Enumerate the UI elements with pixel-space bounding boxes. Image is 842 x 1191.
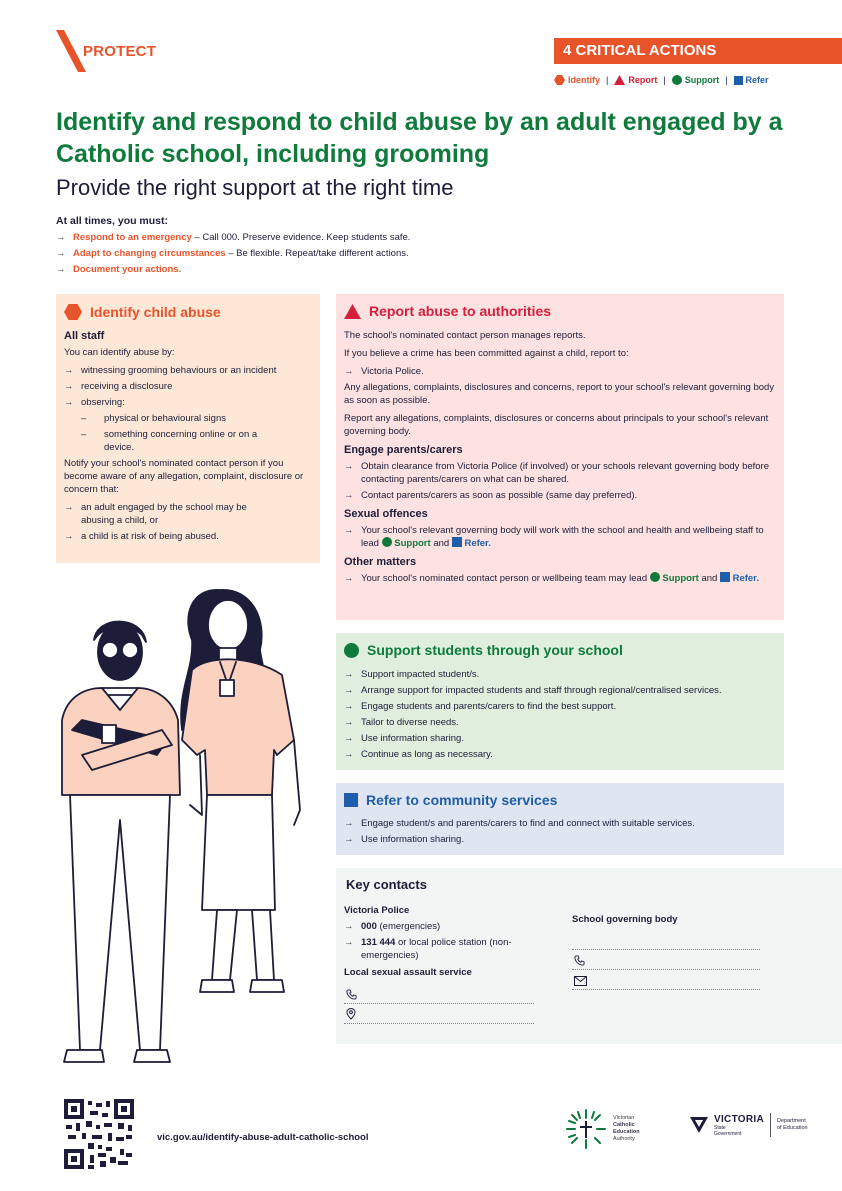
key-contacts-right xyxy=(572,914,760,990)
governing-body-email-field[interactable] xyxy=(572,970,760,990)
list-item xyxy=(56,246,476,262)
identify-title: Identify child abuse xyxy=(90,303,221,320)
sub-list-item xyxy=(81,412,312,425)
cecv-line: Victorian xyxy=(613,1115,635,1121)
square-icon xyxy=(452,537,462,547)
list-item xyxy=(64,501,312,527)
cecv-line: Education xyxy=(613,1129,640,1135)
list-item xyxy=(56,230,476,246)
list-item-text: something concerning online or on a device. xyxy=(104,429,258,453)
list-item-text: witnessing grooming behaviours or an incident xyxy=(81,365,277,376)
report-p4: Report any allegations, complaints, disclosures or concerns about principals to your school's relevant governing body. xyxy=(344,413,769,437)
protect-slash-icon xyxy=(56,30,86,72)
sexual-offences-heading: Sexual offences xyxy=(344,508,428,520)
arrow-icon: → xyxy=(344,749,354,760)
list-item xyxy=(344,748,776,761)
list-item-text xyxy=(361,920,440,933)
cecv-text xyxy=(613,1115,640,1143)
list-item-text: Tailor to diverse needs. xyxy=(361,717,459,728)
action-identify: Identify xyxy=(568,75,601,85)
list-item-text: Continue as long as necessary. xyxy=(361,749,493,760)
governing-body-heading: School governing body xyxy=(572,914,678,925)
arrow-icon: → xyxy=(64,502,74,513)
hexagon-icon xyxy=(554,75,565,85)
list-item xyxy=(64,396,312,409)
arrow-icon: → xyxy=(344,818,354,829)
list-item xyxy=(344,524,776,550)
support-title: Support students through your school xyxy=(367,642,623,658)
separator: | xyxy=(725,75,728,85)
cecv-cross-icon xyxy=(565,1108,607,1150)
arrow-icon: → xyxy=(64,365,74,376)
governing-body-name-field[interactable] xyxy=(572,930,760,950)
separator: | xyxy=(606,75,609,85)
report-title: Report abuse to authorities xyxy=(369,303,552,319)
sexual-assault-phone-field[interactable] xyxy=(344,984,534,1004)
arrow-icon: → xyxy=(56,264,66,275)
list-item-text: physical or behavioural signs xyxy=(104,413,226,424)
list-item xyxy=(344,684,776,697)
arrow-icon: → xyxy=(64,397,74,408)
list-item-text xyxy=(361,524,776,550)
refer-link-text: Refer. xyxy=(732,573,759,584)
list-item-highlight: Adapt to changing circumstances xyxy=(73,248,226,259)
list-item xyxy=(344,700,776,713)
list-item xyxy=(344,489,776,502)
logo-divider xyxy=(770,1113,771,1137)
phone-note: or local police station (non-emergencies) xyxy=(361,937,512,961)
list-item-text: Contact parents/carers as soon as possible (same day preferred). xyxy=(361,490,638,501)
hexagon-icon xyxy=(64,304,82,320)
cecv-line: Authority xyxy=(613,1136,635,1142)
dash-icon: – xyxy=(81,429,87,440)
identify-notify: Notify your school's nominated contact person if you become aware of any allegation, complaint, disclosure or concern that: xyxy=(64,458,304,495)
vic-sub-line: State xyxy=(714,1124,726,1131)
footer-url-link[interactable]: vic.gov.au/identify-abuse-adult-catholic-school xyxy=(157,1132,369,1143)
circle-icon xyxy=(382,537,392,547)
cecv-logo xyxy=(565,1108,640,1150)
list-item-text: Engage student/s and parents/carers to find and connect with suitable services. xyxy=(361,818,695,829)
list-item-text: Victoria Police. xyxy=(361,366,424,377)
support-link-text: Support xyxy=(662,573,699,584)
square-icon xyxy=(344,793,358,807)
list-item xyxy=(344,716,776,729)
triangle-icon xyxy=(614,75,625,85)
arrow-icon: → xyxy=(344,461,354,472)
list-item-text xyxy=(361,572,759,585)
list-item xyxy=(344,365,776,378)
list-item xyxy=(56,262,476,278)
arrow-icon: → xyxy=(344,669,354,680)
at-all-times-section xyxy=(56,213,476,278)
list-item-text: Engage students and parents/carers to find the best support. xyxy=(361,701,617,712)
sub-list-item xyxy=(81,428,312,454)
list-item xyxy=(344,817,776,830)
report-p1: The school's nominated contact person manages reports. xyxy=(344,330,586,341)
square-icon xyxy=(720,572,730,582)
list-item xyxy=(64,380,312,393)
separator: | xyxy=(663,75,666,85)
refer-heading xyxy=(344,793,776,807)
dept-line: Department xyxy=(777,1118,806,1124)
dash-icon: – xyxy=(81,413,87,424)
protect-label: PROTECT xyxy=(83,43,157,60)
key-contacts-panel xyxy=(336,868,842,1044)
key-contacts-title: Key contacts xyxy=(346,877,427,892)
other-matters-text: Your school's nominated contact person or wellbeing team may lead xyxy=(361,573,648,584)
other-matters-heading: Other matters xyxy=(344,556,417,568)
refer-link-text: Refer. xyxy=(464,538,491,549)
list-item xyxy=(344,460,776,486)
report-panel xyxy=(336,294,784,620)
parents-heading: Engage parents/carers xyxy=(344,444,463,456)
list-item-text: a child is at risk of being abused. xyxy=(81,531,219,542)
arrow-icon: → xyxy=(344,573,354,584)
circle-icon xyxy=(672,75,682,85)
arrow-icon: → xyxy=(56,248,66,259)
arrow-icon: → xyxy=(344,733,354,744)
support-panel xyxy=(336,633,784,770)
dept-line: of Education xyxy=(777,1125,808,1131)
list-item xyxy=(64,530,312,543)
arrow-icon: → xyxy=(56,232,66,243)
triangle-icon xyxy=(344,304,361,319)
list-item-highlight: Document your actions. xyxy=(73,264,182,275)
identify-intro: You can identify abuse by: xyxy=(64,347,175,358)
support-link-text: Support xyxy=(394,538,431,549)
square-icon xyxy=(734,76,743,85)
vic-gov-logo xyxy=(690,1113,808,1137)
circle-icon xyxy=(650,572,660,582)
list-item xyxy=(344,936,534,962)
list-item-text: an adult engaged by the school may be abusing a child, or xyxy=(81,502,247,526)
list-item xyxy=(344,920,534,933)
cecv-line: Catholic xyxy=(613,1122,635,1128)
list-item-text: Use information sharing. xyxy=(361,733,464,744)
arrow-icon: → xyxy=(344,834,354,845)
list-item-text: – Be flexible. Repeat/take different actions. xyxy=(225,248,409,259)
vic-word: VICTORIA xyxy=(714,1113,764,1125)
list-item-text: receiving a disclosure xyxy=(81,381,173,392)
arrow-icon: → xyxy=(344,366,354,377)
victoria-police-heading: Victoria Police xyxy=(344,905,410,916)
action-report: Report xyxy=(628,75,658,85)
sexual-assault-service-heading: Local sexual assault service xyxy=(344,967,472,978)
location-icon xyxy=(346,1008,356,1020)
qr-code xyxy=(64,1099,134,1169)
list-item xyxy=(344,732,776,745)
list-item-text: Support impacted student/s. xyxy=(361,669,480,680)
and-text: and xyxy=(701,573,718,584)
arrow-icon: → xyxy=(344,717,354,728)
arrow-icon: → xyxy=(344,921,354,932)
list-item xyxy=(344,572,776,585)
page-title: Identify and respond to child abuse by an adult engaged by a Catholic school, including grooming xyxy=(56,108,783,168)
sexual-assault-location-field[interactable] xyxy=(344,1004,534,1024)
phone-icon xyxy=(346,989,357,1000)
arrow-icon: → xyxy=(344,490,354,501)
list-item xyxy=(64,364,312,377)
list-item-text: – Call 000. Preserve evidence. Keep students safe. xyxy=(191,232,411,243)
identify-subheading: All staff xyxy=(64,330,105,342)
circle-icon xyxy=(344,643,359,658)
list-item xyxy=(344,833,776,846)
report-heading xyxy=(344,304,776,319)
critical-actions-banner: 4 CRITICAL ACTIONS xyxy=(554,38,842,64)
action-support: Support xyxy=(684,75,720,85)
page-subtitle: Provide the right support at the right time xyxy=(56,175,454,200)
support-heading xyxy=(344,643,776,658)
refer-title: Refer to community services xyxy=(366,791,558,808)
vic-sub-line: Government xyxy=(714,1130,742,1137)
email-icon xyxy=(574,976,587,986)
list-item-text: observing: xyxy=(81,397,125,408)
report-p2: If you believe a crime has been committed against a child, report to: xyxy=(344,348,629,359)
vic-triangle-icon xyxy=(690,1117,708,1133)
arrow-icon: → xyxy=(344,525,354,536)
phone-number: 131 444 xyxy=(361,937,396,948)
staff-illustration xyxy=(42,580,312,1070)
report-p3: Any allegations, complaints, disclosures and concerns, report to your school's relevant governing body as soon as possible. xyxy=(344,382,775,406)
key-contacts-left xyxy=(344,904,534,1024)
list-item-text: Use information sharing. xyxy=(361,834,464,845)
list-item xyxy=(344,668,776,681)
arrow-icon: → xyxy=(64,531,74,542)
list-item-highlight: Respond to an emergency xyxy=(73,232,192,243)
governing-body-phone-field[interactable] xyxy=(572,950,760,970)
at-all-times-heading: At all times, you must: xyxy=(56,215,169,227)
vic-wordmark xyxy=(714,1114,764,1137)
arrow-icon: → xyxy=(64,381,74,392)
list-item-text xyxy=(361,936,534,962)
list-item-text: Arrange support for impacted students and staff through regional/centralised services. xyxy=(361,685,722,696)
identify-panel xyxy=(56,294,320,563)
phone-icon xyxy=(574,955,585,966)
phone-number: 000 xyxy=(361,921,377,932)
refer-panel xyxy=(336,783,784,855)
arrow-icon: → xyxy=(344,685,354,696)
sexual-offences-text: Your school's relevant governing body will work with the school and health and wellbeing staff to lead xyxy=(361,525,764,549)
identify-heading xyxy=(64,304,312,320)
critical-actions-legend xyxy=(554,75,842,85)
arrow-icon: → xyxy=(344,937,354,948)
arrow-icon: → xyxy=(344,701,354,712)
and-text: and xyxy=(433,538,450,549)
list-item-text: Obtain clearance from Victoria Police (if involved) or your schools relevant governing body before contacting parents/carers on what can be shared. xyxy=(361,461,770,485)
action-refer: Refer xyxy=(745,75,769,85)
phone-note: (emergencies) xyxy=(376,921,441,932)
dept-text xyxy=(777,1118,808,1132)
